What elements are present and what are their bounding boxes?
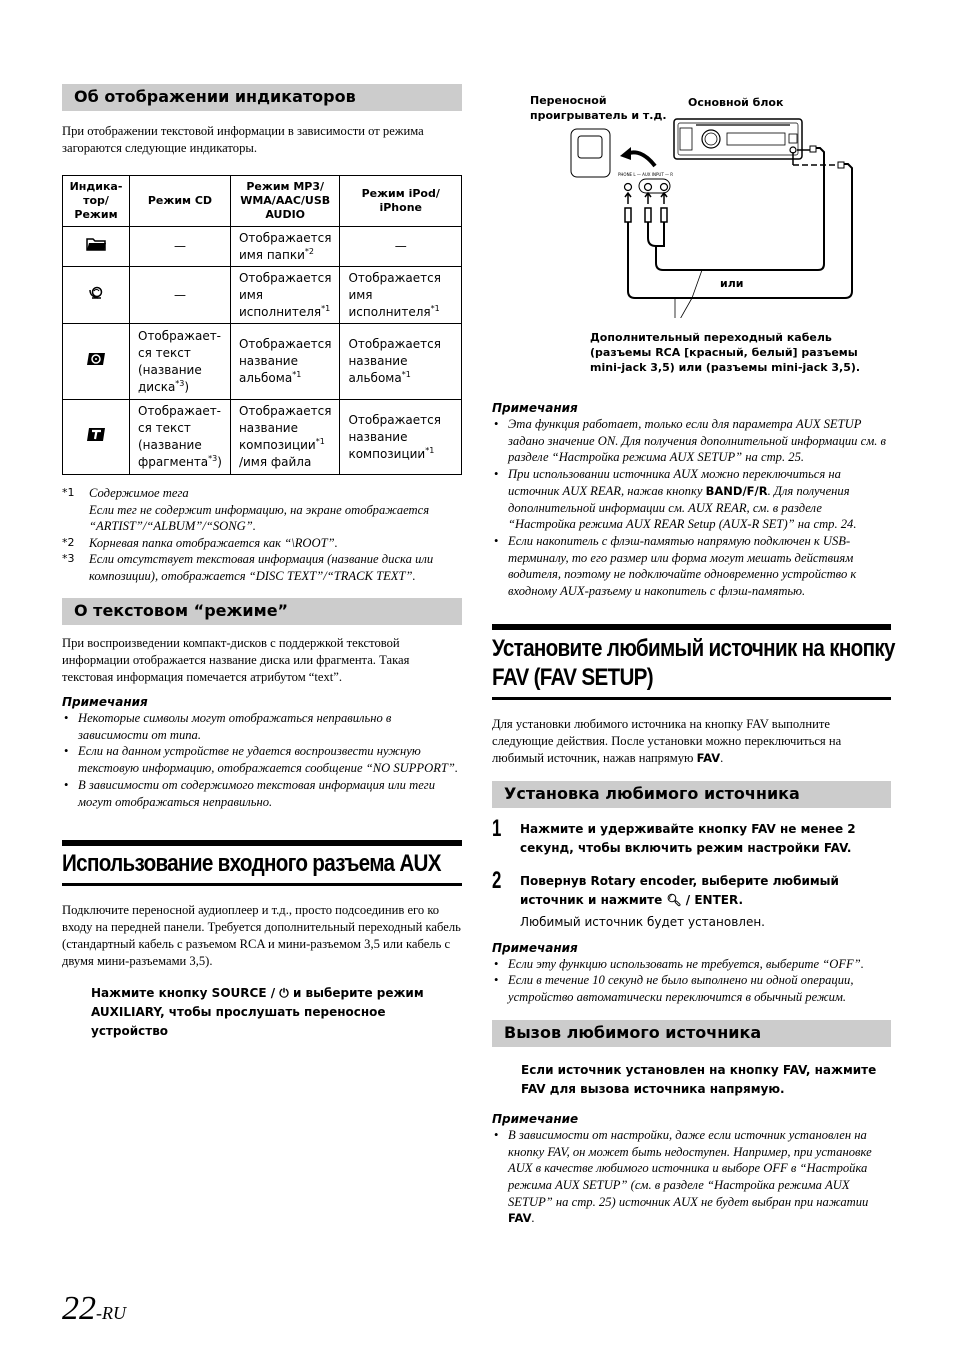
text-mode-heading: О текстовом “режиме” — [62, 598, 462, 625]
fav-recall-heading: Вызов любимого источника — [492, 1020, 891, 1047]
note-item: • Если на данном устройстве не удается воспроизвести нужную текстовую информацию, отображается сообщение “NO SUPPORT”. — [62, 743, 462, 776]
col-header-indicator: Индика-тор/ Режим — [63, 176, 130, 227]
aux-body: Подключите переносной аудиоплеер и т.д., просто подсоединив его ко входу на передней панели. Требуется дополнительный переходный кабель (стандартный кабель с разъемом RCA и мини-разъемом 3,5 или кабель с двумя мини-разъемами 3,5). — [62, 903, 461, 969]
step-number: 1 — [492, 814, 502, 842]
svg-text:PHONE L — AUX INPUT — R: PHONE L — AUX INPUT — R — [618, 172, 674, 177]
step-2: 2 Повернув Rotary encoder, выберите любимый источник и нажмите 🔍︎ / ENTER. Любимый источник будет установлен. — [492, 866, 839, 929]
label-or: или — [720, 277, 744, 290]
aux-notes-title: Примечания — [492, 401, 578, 415]
head-unit-icon — [674, 119, 802, 159]
indicators-heading: Об отображении индикаторов — [62, 84, 462, 111]
indicator-cell — [63, 400, 130, 475]
indicator-cell — [63, 267, 130, 324]
fav-recall-instruction: Если источник установлен на кнопку FAV, нажмите FAV для вызова источника напрямую. — [521, 1062, 877, 1096]
col-header-mp3: Режим MP3/ WMA/AAC/USB AUDIO — [230, 176, 340, 227]
col-header-cd: Режим CD — [130, 176, 231, 227]
portable-player-icon — [571, 129, 610, 177]
table-row: Отображает-ся текст (название фрагмента$^{*3}$) Отображается название композиции$^{*1}$ /имя файла Отображается название композиции$^{*1}$ — [63, 400, 462, 475]
indicator-cell — [63, 324, 130, 400]
indicator-cell — [63, 227, 130, 267]
diagram-drawing — [520, 88, 900, 318]
aux-heading: Использование входного разъема AUX — [62, 840, 462, 886]
footnote: *1 Содержимое тега Если тег не содержит информацию, на экране отображается “ARTIST”/“ALBUM”/“SONG”. — [62, 486, 430, 533]
col-header-ipod: Режим iPod/ iPhone — [340, 176, 462, 227]
table-header-row — [63, 176, 462, 227]
note-item: • В зависимости от содержимого текстовая информация или теги могут отображаться неправильно. — [62, 777, 462, 810]
indicators-table — [62, 175, 462, 475]
step-number: 2 — [492, 866, 502, 894]
search-enter-icon: 🔍︎ — [666, 892, 682, 907]
table-row: — Отображается имя исполнителя$^{*1}$ Отображается имя исполнителя$^{*1}$ — [63, 267, 462, 324]
fav-notes — [492, 956, 891, 1006]
indicators-intro: При отображении текстовой информации в зависимости от режима загораются следующие индикаторы. — [62, 124, 424, 155]
note-item: • Если накопитель с флэш-памятью напрямую подключен к USB-терминалу, то его размер или форма могут мешать действиям водителя, поэтому не подключайте одновременно устройство к входному AUX-разъему и накопитель с флэш-памятью. — [492, 533, 891, 600]
fav-heading: Установите любимый источник на кнопку FAV (FAV SETUP) — [492, 624, 891, 700]
step-1: 1 Нажмите и удерживайте кнопку FAV не менее 2 секунд, чтобы включить режим настройки FAV. — [492, 820, 891, 858]
power-icon: ⏻ — [279, 986, 289, 1001]
table-row: — Отображается имя папки$^{*2}$ — — [63, 227, 462, 267]
page-number: 22-RU — [62, 1290, 126, 1327]
footnote: *2 Корневая папка отображается как “\ROOT”. — [62, 535, 338, 550]
right-column — [492, 400, 895, 1227]
track-title-icon — [86, 427, 106, 442]
footnote: *3 Если отсутствует текстовая информация (название диска или композиции), отображается “DISC TEXT”/“TRACK TEXT”. — [62, 552, 434, 583]
folder-icon — [86, 238, 106, 251]
label-portable-player: Переносной проигрыватель и т.д. — [530, 94, 667, 122]
notes-title: Примечания — [62, 695, 148, 709]
text-mode-body: При воспроизведении компакт-дисков с поддержкой текстовой информации отображается название диска или фрагмента. Такая текстовая информация помечается атрибутом “text”. — [62, 636, 410, 684]
table-footnotes — [62, 485, 462, 584]
label-main-unit: Основной блок — [688, 96, 784, 109]
fav-setup-heading: Установка любимого источника — [492, 781, 891, 808]
note-item: • Эта функция работает, только если для параметра AUX SETUP задано значение ON. Для получения дополнительной информации см. в разделе “Настройка режима AUX SETUP” на стр. 25. — [492, 416, 891, 466]
recall-notes — [492, 1127, 891, 1227]
text-mode-notes — [62, 710, 462, 810]
fav-body: Для установки любимого источника на кнопку FAV выполните следующие действия. После установки можно переключиться на любимый источник, нажав напрямую FAV. — [492, 716, 842, 765]
aux-notes — [492, 416, 891, 600]
album-disc-icon — [86, 352, 106, 366]
note-item: • При использовании источника AUX можно переключиться на источник AUX REAR, нажав кнопку BAND/F/R. Для получения дополнительной информации см. AUX REAR, см. в разделе “Настройка режима AUX REAR Setup (AUX-R SET)” на стр. 24. — [492, 466, 891, 533]
label-cable: Дополнительный переходный кабель (разъемы RCA [красный, белый] разъемы mini-jack 3,5) или (разъемы mini-jack 3,5). — [590, 331, 861, 374]
note-item: • Если эту функцию использовать не требуется, выберите “OFF”. — [492, 956, 891, 973]
aux-connection-diagram — [520, 88, 900, 388]
note-item: • Если в течение 10 секунд не было выполнено ни одной операции, устройство автоматически переключится в обычный режим. — [492, 972, 891, 1005]
fav-notes-title: Примечания — [492, 940, 578, 955]
artist-icon — [88, 286, 104, 300]
note-item: • Некоторые символы могут отображаться неправильно в зависимости от типа. — [62, 710, 462, 743]
recall-note-title: Примечание — [492, 1111, 579, 1126]
note-item: • В зависимости от настройки, даже если источник установлен на кнопку FAV, он может быть недоступен. Например, при установке AUX в качестве любимого источника и выборе OFF в “Настройка режима AUX SETUP” (см. в разделе “Настройка режима AUX SETUP” на стр. 25) источник AUX не будет выбран при нажатии FAV. — [492, 1127, 891, 1227]
table-row: Отображает-ся текст (название диска$^{*3}$) Отображается название альбома$^{*1}$ Отображается название альбома$^{*1}$ — [63, 324, 462, 400]
left-column — [62, 84, 462, 1041]
aux-instruction: Нажмите кнопку SOURCE / ⏻ и выберите режим AUXILIARY, чтобы прослушать переносное устройство — [91, 986, 424, 1039]
